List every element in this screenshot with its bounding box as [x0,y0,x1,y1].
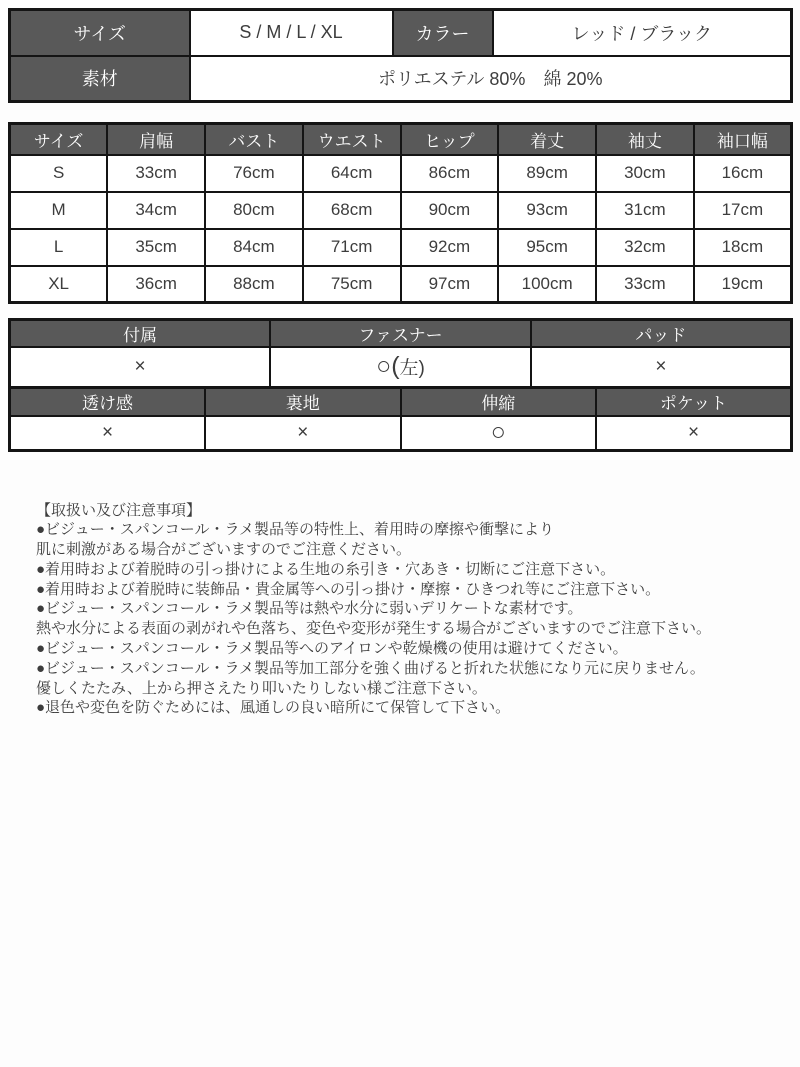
table-row [10,10,792,56]
measurement-cell: 33cm [107,155,205,192]
care-notes-title: 【取扱い及び注意事項】 [36,501,202,519]
measurements-header-cell: ウエスト [303,124,401,155]
measurements-header-cell: バスト [205,124,303,155]
care-note-line: ●ビジュー・スパンコール・ラメ製品等の特性上、着用時の摩擦や衝撃により [36,521,555,539]
measurement-cell: 75cm [303,266,401,303]
color-value-cell: レッド / ブラック [493,10,792,56]
measurement-cell: 36cm [107,266,205,303]
measurement-cell: 30cm [596,155,694,192]
measurements-table [8,122,793,304]
measurement-cell: L [10,229,108,266]
measurements-header-cell: 袖丈 [596,124,694,155]
care-notes [8,501,793,719]
measurements-header-cell: 袖口幅 [694,124,792,155]
feature-header-cell: 伸縮 [401,387,597,416]
feature-header-cell: 裏地 [205,387,401,416]
color-label-cell: カラー [393,10,493,56]
care-note-line: ●着用時および着脱時に装飾品・貴金属等への引っ掛け・摩擦・ひきつれ等にご注意下さい。 [36,580,661,598]
feature-value-cell: × [531,347,792,387]
measurements-header-cell: 肩幅 [107,124,205,155]
table-header-row [10,387,792,416]
table-row [10,229,792,266]
feature-header-cell: 透け感 [10,387,206,416]
measurement-cell: 16cm [694,155,792,192]
feature-value-cell: × [10,347,271,387]
measurements-header-cell: サイズ [10,124,108,155]
measurements-header-cell: ヒップ [401,124,499,155]
measurement-cell: 32cm [596,229,694,266]
measurement-cell: 90cm [401,192,499,229]
measurement-cell: 86cm [401,155,499,192]
measurement-cell: 19cm [694,266,792,303]
measurement-cell: 97cm [401,266,499,303]
measurement-cell: 93cm [498,192,596,229]
feature-value-cell: × [596,416,792,450]
care-note-line: 熱や水分による表面の剥がれや色落ち、変色や変形が発生する場合がございますのでご注意下さい。 [36,620,712,638]
table-row [10,416,792,450]
measurement-cell: S [10,155,108,192]
table-row [10,192,792,229]
measurement-cell: 31cm [596,192,694,229]
care-note-line: 優しくたたみ、上から押さえたり叩いたりしない様ご注意下さい。 [36,679,487,697]
measurement-cell: 34cm [107,192,205,229]
material-value-cell: ポリエステル 80% 綿 20% [190,56,792,102]
measurement-cell: 84cm [205,229,303,266]
feature-value-cell: × [10,416,206,450]
table-header-row [10,124,792,155]
care-note-line: ●ビジュー・スパンコール・ラメ製品等へのアイロンや乾燥機の使用は避けてください。 [36,640,628,658]
measurement-cell: 33cm [596,266,694,303]
measurement-cell: 76cm [205,155,303,192]
size-value-cell: S / M / L / XL [190,10,393,56]
table-row [10,155,792,192]
measurement-cell: 88cm [205,266,303,303]
measurement-cell: 100cm [498,266,596,303]
size-color-material-table [8,8,793,103]
measurement-cell: 18cm [694,229,792,266]
care-note-line: ●ビジュー・スパンコール・ラメ製品等は熱や水分に弱いデリケートな素材です。 [36,600,583,618]
features-table-1 [8,318,793,389]
feature-header-cell: ファスナー [270,320,531,348]
measurement-cell: M [10,192,108,229]
table-row [10,266,792,303]
measurement-cell: 89cm [498,155,596,192]
size-label-cell: サイズ [10,10,190,56]
features-table-2 [8,386,793,452]
measurement-cell: 92cm [401,229,499,266]
feature-value-cell: ○ [401,416,597,450]
care-note-line: ●着用時および着脱時の引っ掛けによる生地の糸引き・穴あき・切断にご注意下さい。 [36,560,616,578]
measurement-cell: 17cm [694,192,792,229]
measurement-cell: 95cm [498,229,596,266]
table-row [10,56,792,102]
feature-header-cell: 付属 [10,320,271,348]
measurement-cell: XL [10,266,108,303]
measurement-cell: 64cm [303,155,401,192]
feature-header-cell: ポケット [596,387,792,416]
measurement-cell: 71cm [303,229,401,266]
table-row [10,347,792,387]
care-note-line: ●退色や変色を防ぐためには、風通しの良い暗所にて保管して下さい。 [36,699,511,717]
care-note-line: 肌に刺激がある場合がございますのでご注意ください。 [36,541,412,559]
care-note-line: ●ビジュー・スパンコール・ラメ製品等加工部分を強く曲げると折れた状態になり元に戻りません。 [36,659,705,677]
material-label-cell: 素材 [10,56,190,102]
feature-value-cell: ○(左) [270,347,531,387]
feature-header-cell: パッド [531,320,792,348]
feature-value-cell: × [205,416,401,450]
measurement-cell: 68cm [303,192,401,229]
measurements-header-cell: 着丈 [498,124,596,155]
table-header-row [10,320,792,348]
measurement-cell: 80cm [205,192,303,229]
measurement-cell: 35cm [107,229,205,266]
